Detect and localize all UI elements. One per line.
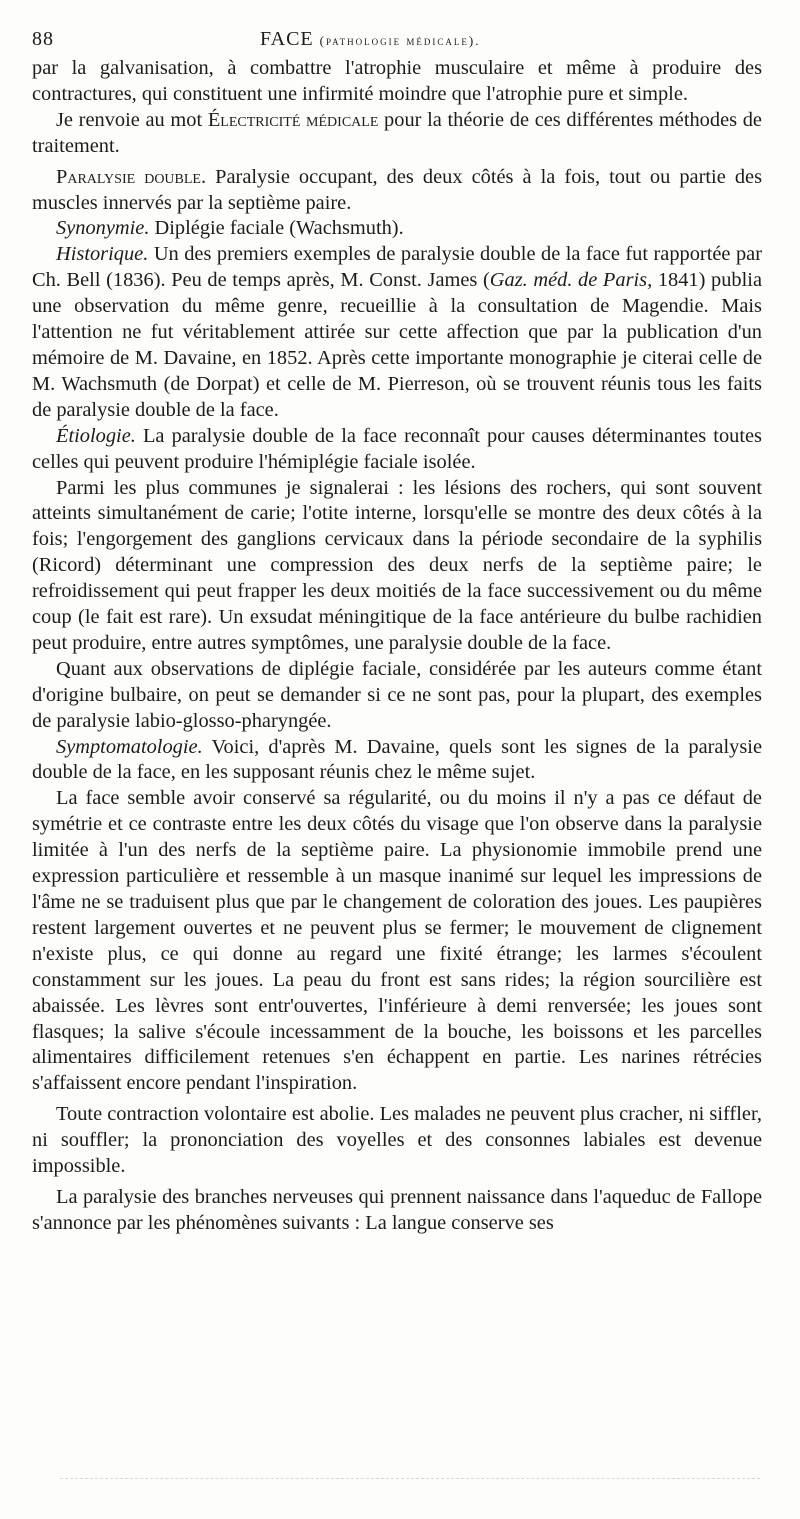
paragraph-face-description: La face semble avoir conservé sa régularité, ou du moins il n'y a pas ce défaut de symétrie et ce contraste entre les deux côtés du visage que l'on observe dans la paralysie limitée à l'un des nerfs de la septième paire. La physionomie immobile prend une expression particulière et ressemble à un masque inanimé sur lequel les impressions de l'âme ne se traduisent plus que par le changement de coloration des joues. Les paupières restent largement ouvertes et ne peuvent plus se fermer; le mouvement de clignement n'existe plus, ce qui donne au regard une fixité étrange; les larmes s'écoulent constamment sur les joues. La peau du front est sans rides; la région sourcilière est abaissée. Les lèvres sont entr'ouvertes, l'inférieure à demi renversée; les joues sont flasques; la salive s'écoule incessamment de la bouche, les boissons et les parcelles alimentaires difficilement retenues s'en échappent en partie. Les narines rétrécies s'affaissent encore pendant l'inspiration.	[32, 787, 762, 1095]
paragraph-causes: Parmi les plus communes je signalerai : les lésions des rochers, qui sont souvent atteints simultanément de carie; l'otite interne, lorsqu'elle se montre des deux côtés à la fois; l'engorgement des ganglions cervicaux dans la période secondaire de la syphilis (Ricord) déterminant une compression des deux nerfs de la septième paire; le refroidissement qui peut frapper les deux moitiés de la face successivement ou du même coup (le fait est rare). Un exsudat méningitique de la face antérieure du bulbe rachidien peut produire, entre autres symptômes, une paralysie double de la face.	[32, 476, 762, 654]
section-text: Voici, d'après M. Davaine, quels sont les signes de la paralysie double de la face, en les supposant réunis chez le même sujet.	[32, 735, 762, 784]
section-heading: Historique.	[56, 243, 149, 266]
section-text: La paralysie double de la face reconnaît pour causes déterminantes toutes celles qui peuvent produire l'hémiplégie faciale isolée.	[32, 424, 762, 473]
paragraph-contraction: Toute contraction volontaire est abolie. Les malades ne peuvent plus cracher, ni siffler, ni souffler; la prononciation des voyelles et des consonnes labiales est devenue impossible.	[32, 1103, 763, 1178]
section-etiologie	[32, 424, 762, 476]
reference-suffix: pour la théorie de ces différentes méthodes de traitement.	[32, 108, 762, 157]
page-header	[32, 26, 762, 56]
reference-prefix: Je renvoie au mot	[56, 108, 208, 131]
section-text: Diplégie faciale (Wachsmuth).	[149, 217, 404, 240]
section-symptomatologie	[32, 735, 762, 787]
paragraph-observations: Quant aux observations de diplégie faciale, considérée par les auteurs comme étant d'origine bulbaire, on peut se demander si ce ne sont pas, pour la plupart, des exemples de paralysie labio-glosso-pharyngée.	[32, 657, 762, 732]
section-text: Un des premiers exemples de paralysie double de la face fut rapportée par Ch. Bell (1836). Peu de temps après, M. Const. James (	[32, 243, 762, 292]
section-heading: Symptomatologie.	[56, 735, 203, 758]
running-title-word: FACE	[260, 28, 314, 50]
journal-reference: Gaz. méd. de Paris,	[489, 269, 653, 292]
reference-term: Électricité médicale	[207, 108, 379, 131]
paragraph-continuation: par la galvanisation, à combattre l'atrophie musculaire et même à produire des contractures, qui constituent une infirmité moindre que l'atrophie pure et simple.	[32, 57, 762, 105]
section-text-continued: 1841) publia une observation du même genre, recueillie à la consultation de Magendie. Mais l'attention ne fut véritablement attirée sur cette affection que par la publication d'un mémoire de M. Davaine, en 1852. Après cette importante monographie je citerai celle de M. Wachsmuth (de Dorpat) et celle de M. Pierreson, où se trouvent réunis tous les faits de paralysie double de la face.	[32, 269, 763, 421]
section-heading: Étiologie.	[56, 424, 136, 447]
running-title	[260, 28, 480, 51]
paragraph-reference	[32, 108, 762, 160]
paragraph-branches: La paralysie des branches nerveuses qui prennent naissance dans l'aqueduc de Fallope s'annonce par les phénomènes suivants : La langue conserve ses	[32, 1185, 762, 1234]
section-text: Paralysie occupant, des deux côtés à la fois, tout ou partie des muscles innervés par la septième paire.	[32, 165, 762, 214]
section-paralysie-double	[32, 165, 762, 217]
section-synonymie	[32, 216, 762, 242]
section-heading: Synonymie.	[56, 217, 150, 240]
running-title-subtitle: (pathologie médicale).	[319, 33, 481, 48]
scan-artifact-line	[60, 1478, 760, 1480]
section-historique	[32, 242, 762, 423]
body-text	[32, 56, 762, 1237]
section-heading: Paralysie double.	[56, 165, 207, 188]
book-page	[32, 26, 762, 1237]
page-number: 88	[32, 28, 54, 50]
